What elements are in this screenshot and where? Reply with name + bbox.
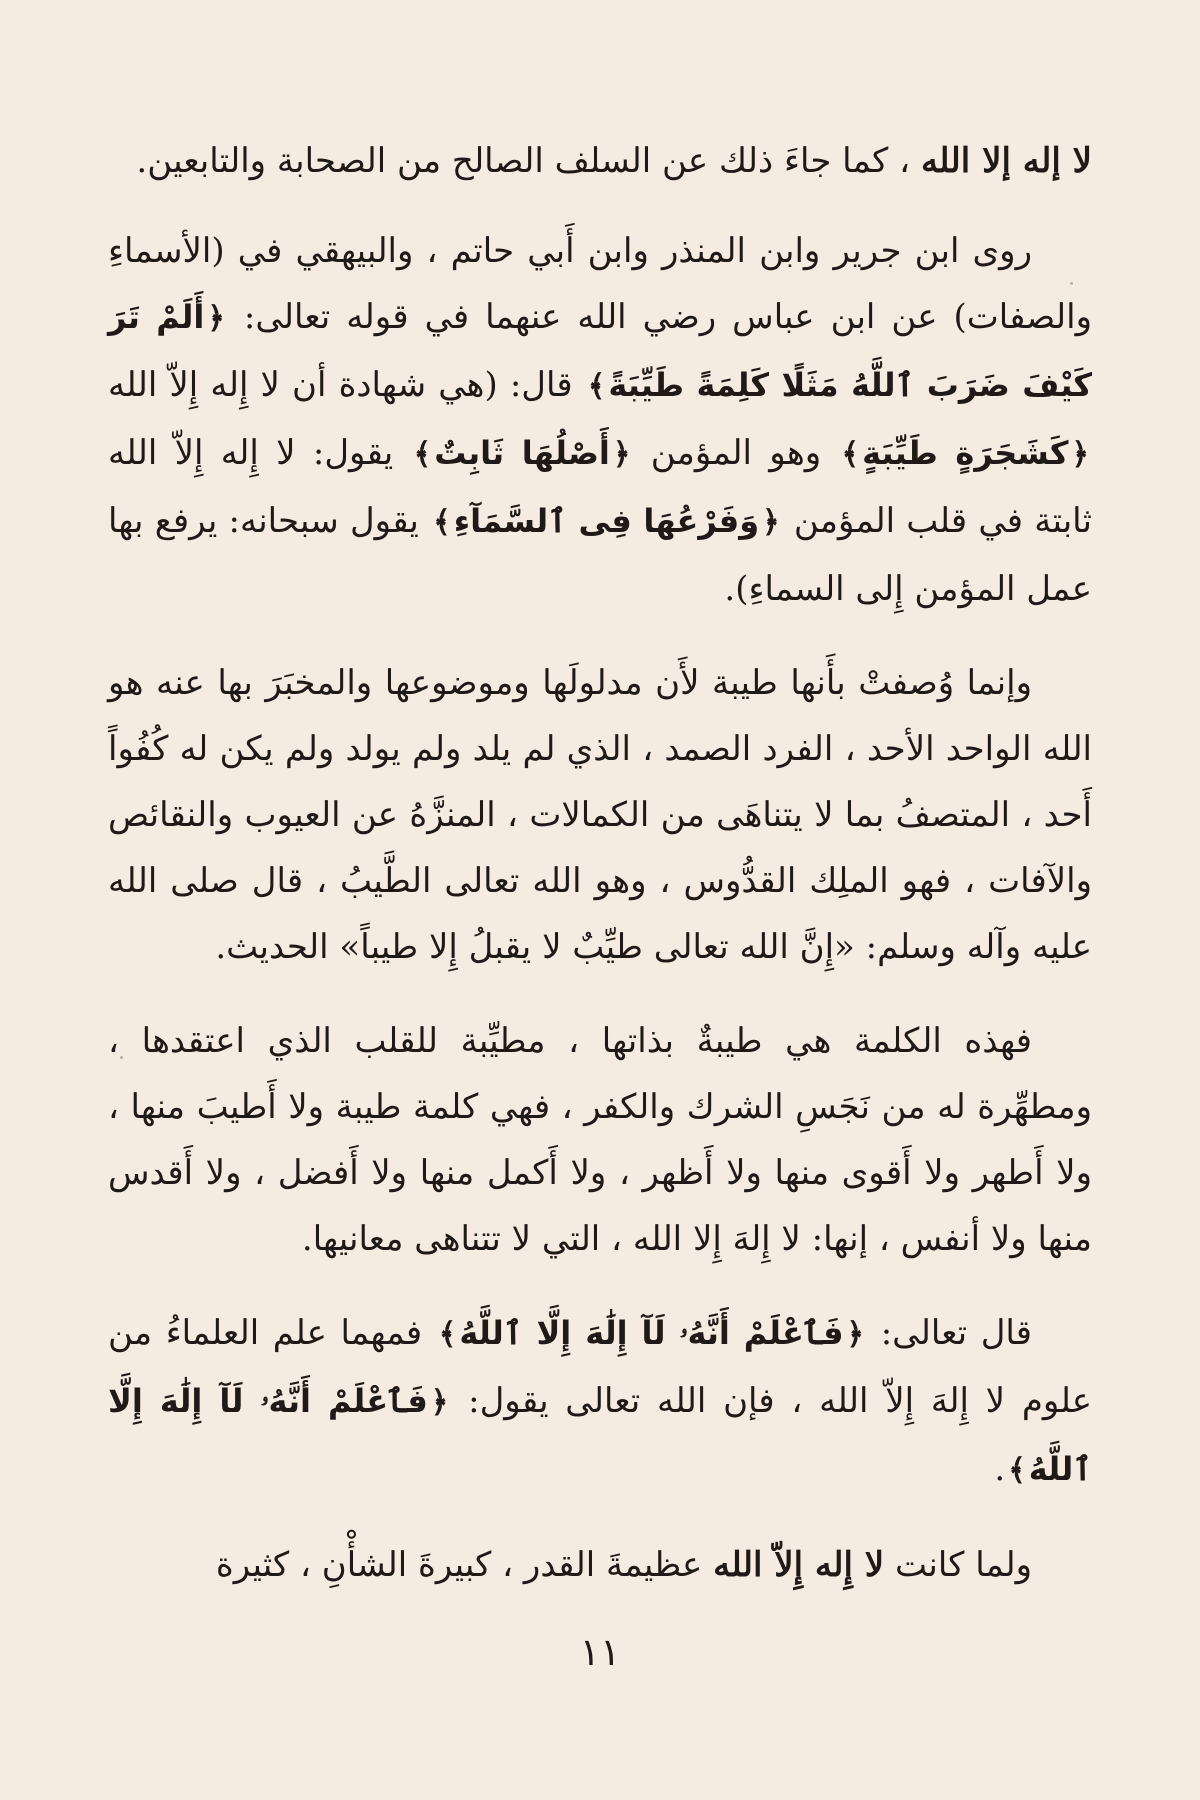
page-number: ١١	[579, 1630, 621, 1674]
quran-verse: فَٱعْلَمْ أَنَّهُۥ لَآ إِلَٰهَ إِلَّا ٱللَّهُ	[108, 1382, 1092, 1488]
quran-bracket-close: ﴾	[413, 437, 432, 472]
quran-bracket-open: ﴿	[207, 301, 225, 336]
paragraph-text: وهو المؤمن	[650, 433, 822, 473]
paragraph-text: عظيمةَ القدر ، كبيرةَ الشأْنِ ، كثيرة	[215, 1545, 703, 1585]
quran-verse: فَٱعْلَمْ أَنَّهُۥ لَآ إِلَٰهَ إِلَّا ٱللَّهُ	[459, 1314, 844, 1352]
quran-verse: أَصْلُهَا ثَابِتٌ	[434, 434, 610, 472]
paragraph-text: يقول: لا إِله إِلاّ الله ثابتة في قلب المؤمن	[108, 433, 1092, 541]
paragraph-text: .	[994, 1449, 1006, 1489]
paragraph-2	[108, 218, 1092, 622]
quran-bracket-close: ﴾	[1008, 1453, 1026, 1488]
paragraph-text: ولما كانت	[895, 1545, 1032, 1585]
paragraph-text: فمهما علم العلماءُ من علوم لا إِلهَ إِلاّ الله ، فإن الله تعالى يقول:	[108, 1313, 1093, 1421]
paragraph-text: يقول سبحانه: يرفع بها عمل المؤمن إِلى السماءِ).	[108, 501, 1092, 609]
paragraph-3: وإنما وُصفتْ بأَنها طيبة لأَن مدلولَها وموضوعها والمخبَرَ بها عنه هو الله الواحد الأحد ، الفرد الصمد ، الذي لم يلد ولم يولد ولم يكن له كُفُواً أَحد ، المتصفُ بما لا يتناهَى من الكمالات ، المنزَّهُ عن العيوب والنقائص والآفات ، فهو الملِك القدُّوس ، وهو الله تعالى الطَّيبُ ، قال صلى الله عليه وآله وسلم: «إِنَّ الله تعالى طيِّبٌ لا يقبلُ إِلا طيباً» الحديث.	[108, 663, 1092, 967]
quran-verse: وَفَرْعُهَا فِى ٱلسَّمَآءِ	[453, 502, 760, 540]
quran-bracket-close: ﴾	[841, 437, 860, 472]
quran-verse: كَشَجَرَةٍ طَيِّبَةٍ	[862, 434, 1069, 472]
paragraph-text: قال: (هي شهادة أن لا إِله إِلاّ الله	[108, 365, 573, 405]
bold-phrase: لا إله إلا الله	[920, 141, 1092, 181]
quran-bracket-close: ﴾	[433, 505, 451, 540]
paragraph-text: روى ابن جرير وابن المنذر وابن أَبي حاتم ، والبيهقي في (الأسماءِ والصفات) عن ابن عباس رضي الله عنهما في قوله تعالى:	[108, 231, 1092, 337]
quran-bracket-open: ﴿	[762, 505, 780, 540]
quran-bracket-close: ﴾	[438, 1317, 457, 1352]
paragraph-6	[108, 1532, 1092, 1598]
quran-bracket-open: ﴿	[1071, 437, 1090, 472]
paragraph-4: فهذه الكلمة هي طيبةٌ بذاتها ، مطيِّبة للقلب الذي اعتقدها ، ومطهِّرة له من نَجَسِ الشرك والكفر ، فهي كلمة طيبة ولا أَطيبَ منها ، ولا أَطهر ولا أَقوى منها ولا أَظهر ، ولا أَكمل منها ولا أَفضل ، ولا أَقدس منها ولا أنفس ، إنها: لا إِلهَ إِلا الله ، التي لا تتناهى معانيها.	[108, 1021, 1092, 1259]
quran-bracket-close: ﴾	[587, 369, 606, 404]
bold-phrase: لا إِله إِلاّ الله	[713, 1545, 885, 1585]
quran-bracket-open: ﴿	[430, 1385, 449, 1420]
quran-verse: أَلَمْ تَرَ كَيْفَ ضَرَبَ ٱللَّهُ مَثَلًا كَلِمَةً طَيِّبَةً	[108, 298, 1092, 404]
paragraph-text: ، كما جاءَ ذلك عن السلف الصالح من الصحابة والتابعين.	[136, 141, 911, 181]
paragraph-5	[108, 1300, 1092, 1504]
page-body-text	[108, 128, 1092, 1626]
quran-bracket-open: ﴿	[612, 437, 631, 472]
quran-bracket-open: ﴿	[846, 1317, 865, 1352]
paragraph-text: قال تعالى:	[880, 1313, 1033, 1353]
paragraph-1	[108, 128, 1092, 194]
